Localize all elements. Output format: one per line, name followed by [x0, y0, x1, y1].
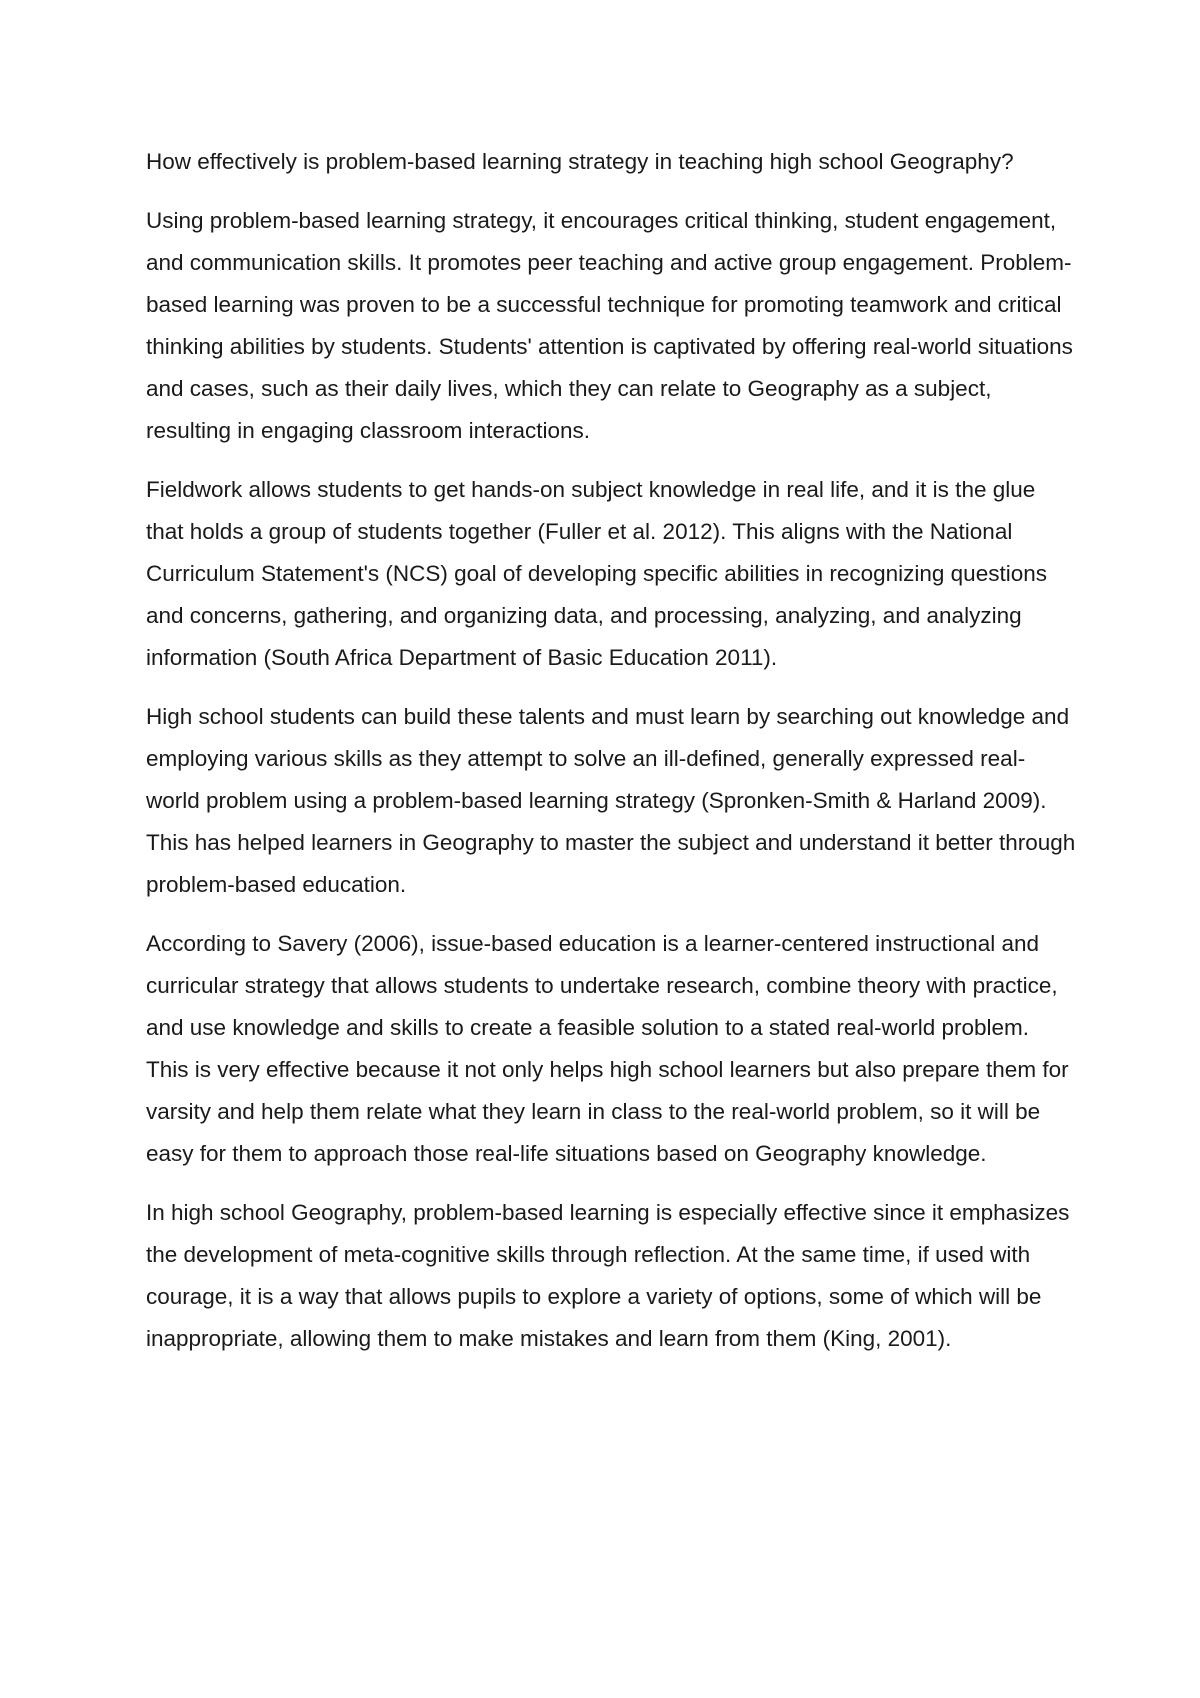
document-body	[146, 141, 1076, 1377]
paragraph-3: High school students can build these talents and must learn by searching out knowledge and employing various skills as they attempt to solve an ill-defined, generally expressed real-world problem using a problem-based learning strategy (Spronken-Smith & Harland 2009). This has helped learners in Geography to master the subject and understand it better through problem-based education.	[146, 704, 1076, 897]
paragraph-2: Fieldwork allows students to get hands-on subject knowledge in real life, and it is the glue that holds a group of students together (Fuller et al. 2012). This aligns with the National Curriculum Statement's (NCS) goal of developing specific abilities in recognizing questions and concerns, gathering, and organizing data, and processing, analyzing, and analyzing information (South Africa Department of Basic Education 2011).	[146, 477, 1047, 670]
paragraph-4: According to Savery (2006), issue-based education is a learner-centered instructional and curricular strategy that allows students to undertake research, combine theory with practice, and use knowledge and skills to create a feasible solution to a stated real-world problem. This is very effective because it not only helps high school learners but also prepare them for varsity and help them relate what they learn in class to the real-world problem, so it will be easy for them to approach those real-life situations based on Geography knowledge.	[146, 931, 1069, 1166]
paragraph-5: In high school Geography, problem-based learning is especially effective since it emphasizes the development of meta-cognitive skills through reflection. At the same time, if used with courage, it is a way that allows pupils to explore a variety of options, some of which will be inappropriate, allowing them to make mistakes and learn from them (King, 2001).	[146, 1200, 1070, 1351]
paragraph-1: Using problem-based learning strategy, it encourages critical thinking, student engagement, and communication skills. It promotes peer teaching and active group engagement. Problem-based learning was proven to be a successful technique for promoting teamwork and critical thinking abilities by students. Students' attention is captivated by offering real-world situations and cases, such as their daily lives, which they can relate to Geography as a subject, resulting in engaging classroom interactions.	[146, 208, 1073, 443]
research-question: How effectively is problem-based learning strategy in teaching high school Geography?	[146, 149, 1014, 174]
